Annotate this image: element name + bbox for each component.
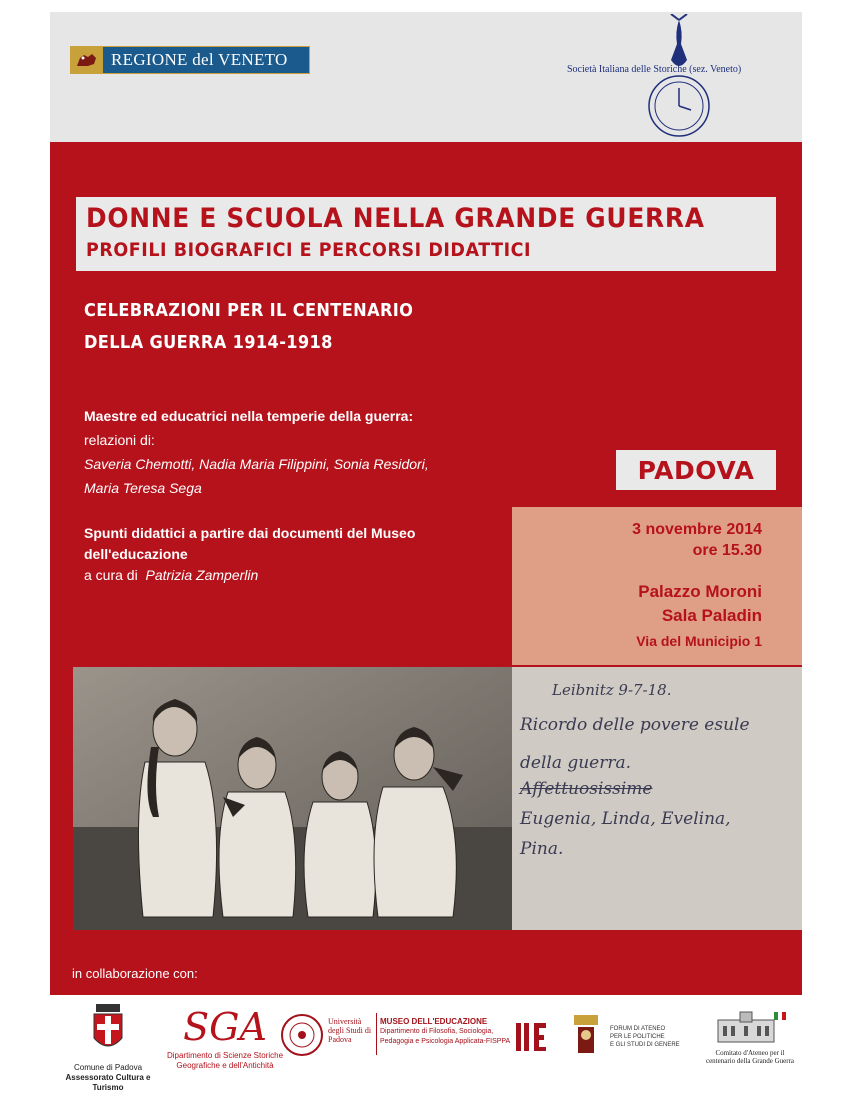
cura-line: [84, 565, 415, 586]
comune-caption2: Assessorato Cultura e Turismo: [65, 1073, 151, 1092]
sga-mark: SGA: [183, 1005, 267, 1049]
sga-caption2: Geografiche e dell'Antichità: [176, 1061, 274, 1070]
letter-image: [512, 667, 802, 930]
speakers-line2: Maria Teresa Sega: [84, 480, 202, 496]
letter-line1: Leibnitz 9-7-18.: [552, 681, 672, 699]
collaboration-label: in collaborazione con:: [72, 966, 198, 981]
sis-logo: [557, 12, 792, 140]
comitato-caption1: Comitato d'Ateneo per il: [715, 1049, 785, 1057]
relazioni-label: relazioni di:: [84, 432, 155, 448]
regione-veneto-logo: [70, 46, 310, 74]
museo-caption3: Pedagogia e Psicologia Applicata-FISPPA: [380, 1038, 511, 1045]
comune-caption1: Comune di Padova: [73, 1063, 143, 1072]
talks-heading: Maestre ed educatrici nella temperie della guerra:: [84, 408, 414, 424]
unipd-caption: Università degli Studi di Padova: [328, 1017, 372, 1044]
header-band: [50, 12, 802, 142]
event-details: [512, 507, 802, 665]
letter-line6: Pina.: [520, 839, 564, 859]
event-room: Sala Paladin: [661, 606, 762, 625]
letter-line2: Ricordo delle povere esule: [520, 715, 750, 735]
comune-crest-icon: [90, 1000, 126, 1058]
sga-logo: [160, 1003, 290, 1071]
speakers-line1: Saveria Chemotti, Nadia Maria Filippini, Sonia Residori,: [84, 456, 429, 472]
forum-caption: [610, 1025, 680, 1049]
logo-divider: [376, 1013, 377, 1055]
forum-caption2: PER LE POLITICHE: [610, 1034, 665, 1040]
museo-caption2: Dipartimento di Filosofia, Sociologia,: [380, 1028, 494, 1035]
program-spunti: [84, 523, 415, 586]
event-address: Via del Municipio 1: [636, 633, 762, 649]
forum-emblem-icon: [570, 1013, 602, 1057]
spunti-line1: Spunti didattici a partire dai documenti del Museo: [84, 525, 416, 541]
letter-line5: Eugenia, Linda, Evelina,: [520, 809, 731, 829]
pocket-watch-icon: [627, 14, 757, 139]
regione-label: REGIONE del VENETO: [111, 50, 288, 69]
spunti-line2: dell'educazione: [84, 546, 188, 562]
page-title: DONNE E SCUOLA NELLA GRANDE GUERRA: [86, 203, 705, 234]
page-subtitle: PROFILI BIOGRAFICI E PERCORSI DIDATTICI: [86, 239, 532, 261]
palazzo-bo-icon: [714, 1010, 786, 1044]
cura-name: Patrizia Zamperlin: [145, 567, 259, 583]
poster: [50, 12, 802, 995]
comune-padova-logo: [58, 1000, 158, 1093]
museo-mark-icon: [510, 1019, 550, 1055]
forum-caption3: E GLI STUDI DI GENERE: [610, 1042, 680, 1048]
program-talks: [84, 404, 429, 500]
museo-caption1: MUSEO DELL'EDUCAZIONE: [380, 1017, 488, 1026]
comitato-logo: [690, 1010, 810, 1065]
partner-logos: [0, 995, 849, 1099]
letter-line4: Affettuosissime: [520, 779, 653, 799]
event-date: 3 novembre 2014: [632, 521, 762, 538]
cura-label: a cura di: [84, 567, 138, 583]
event-venue: Palazzo Moroni: [638, 582, 762, 601]
city-badge: PADOVA: [616, 450, 776, 490]
celebrazioni-line1: CELEBRAZIONI PER IL CENTENARIO: [84, 300, 414, 321]
comitato-caption2: centenario della Grande Guerra: [705, 1057, 795, 1065]
girls-photo-image: [73, 667, 513, 930]
forum-caption1: FORUM DI ATENEO: [610, 1026, 666, 1032]
event-time: ore 15.30: [692, 542, 762, 559]
unipd-seal-icon: [280, 1013, 324, 1057]
celebrazioni-line2: DELLA GUERRA 1914-1918: [84, 332, 333, 353]
lion-icon: [71, 47, 103, 73]
letter-line3: della guerra.: [520, 753, 632, 773]
title-box: [76, 197, 776, 271]
societa-label: Società Italiana delle Storiche (sez. Veneto): [567, 64, 742, 75]
sga-caption1: Dipartimento di Scienze Storiche: [166, 1051, 284, 1060]
celebrazioni: [84, 295, 413, 359]
